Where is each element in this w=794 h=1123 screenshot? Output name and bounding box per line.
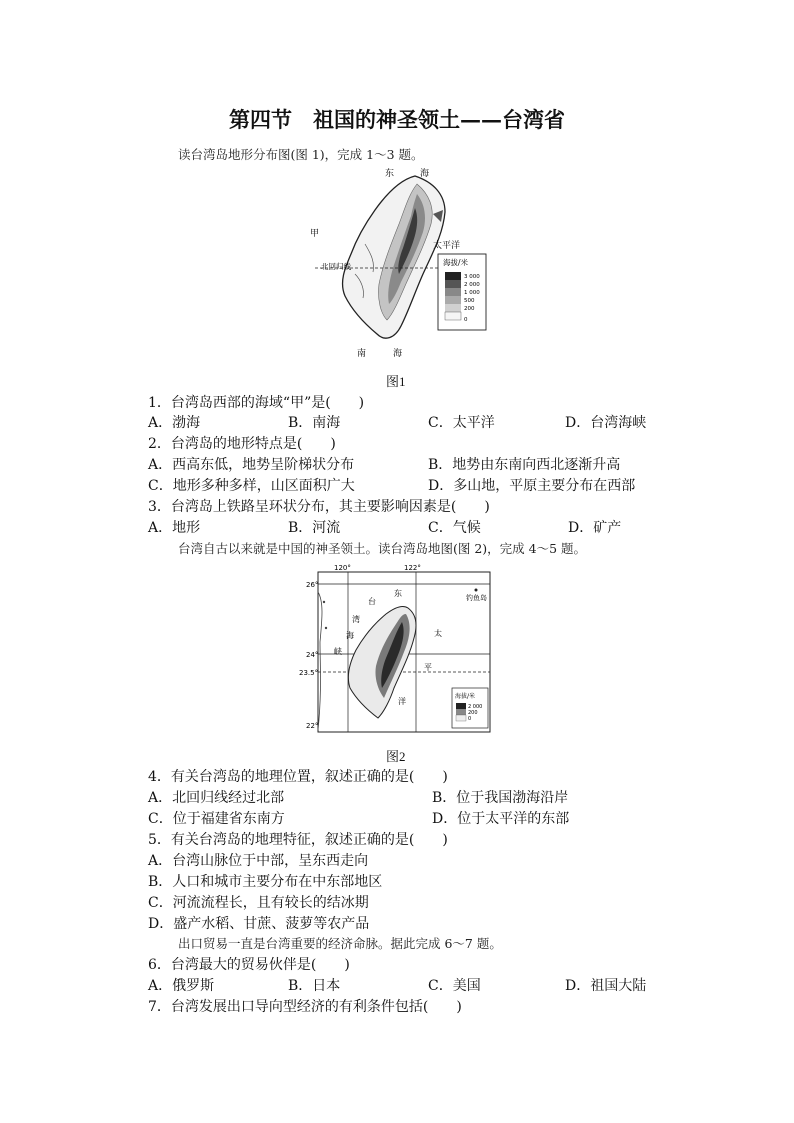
figure-1-caption: 图1 bbox=[386, 374, 406, 389]
label-jia: 甲 bbox=[310, 229, 320, 239]
q2-option-b: B．地势由东南向西北逐渐升高 bbox=[428, 457, 621, 473]
q6-option-c: C．美国 bbox=[428, 978, 481, 994]
question-5: 5．有关台湾岛的地理特征，叙述正确的是( ) bbox=[148, 832, 448, 848]
svg-text:500: 500 bbox=[464, 298, 475, 304]
label-pacific: 太平洋 bbox=[433, 241, 461, 251]
q3-option-a: A．地形 bbox=[148, 520, 201, 536]
label-hai: 海 bbox=[346, 631, 354, 640]
svg-text:1 000: 1 000 bbox=[464, 290, 480, 296]
question-1: 1．台湾岛西部的海域“甲”是( ) bbox=[148, 395, 365, 411]
label-dong: 东 bbox=[394, 589, 402, 598]
taiwan-terrain-map bbox=[305, 164, 495, 364]
figure-2-caption: 图2 bbox=[386, 749, 406, 764]
q5-option-c: C．河流流程长，且有较长的结冰期 bbox=[148, 895, 369, 911]
q6-option-b: B．日本 bbox=[288, 978, 341, 994]
q2-option-a: A．西高东低，地势呈阶梯状分布 bbox=[148, 457, 355, 473]
q6-option-d: D．祖国大陆 bbox=[565, 978, 647, 994]
q4-option-c: C．位于福建省东南方 bbox=[148, 811, 285, 827]
q4-option-a: A．北回归线经过北部 bbox=[148, 790, 285, 806]
label-xia: 峡 bbox=[334, 647, 342, 656]
q3-option-b: B．河流 bbox=[288, 520, 341, 536]
label-yang: 洋 bbox=[398, 697, 406, 706]
page-title: 第四节 祖国的神圣领土——台湾省 bbox=[229, 107, 565, 132]
label-tai2: 太 bbox=[434, 629, 442, 638]
q6-option-a: A．俄罗斯 bbox=[148, 978, 215, 994]
label-east-sea-1: 东 bbox=[385, 169, 395, 179]
q5-option-a: A．台湾山脉位于中部，呈东西走向 bbox=[148, 853, 369, 869]
legend-2-title: 海拔/米 bbox=[455, 693, 476, 700]
q1-option-b: B．南海 bbox=[288, 415, 341, 431]
svg-text:3 000: 3 000 bbox=[464, 274, 480, 280]
intro-3: 出口贸易一直是台湾重要的经济命脉。据此完成 6～7 题。 bbox=[178, 936, 502, 951]
label-tropic: 北回归线 bbox=[321, 262, 351, 271]
island-outline-1 bbox=[343, 176, 445, 338]
intro-2: 台湾自古以来就是中国的神圣领土。读台湾岛地图(图 2)，完成 4～5 题。 bbox=[178, 541, 587, 556]
q4-option-d: D．位于太平洋的东部 bbox=[432, 811, 570, 827]
q1-option-c: C．太平洋 bbox=[428, 415, 495, 431]
q5-option-b: B．人口和城市主要分布在中东部地区 bbox=[148, 874, 383, 890]
lat-label-23-5: 23.5° bbox=[299, 669, 319, 677]
legend-1-title: 海拔/米 bbox=[443, 258, 469, 267]
label-tai: 台 bbox=[368, 597, 376, 606]
svg-text:200: 200 bbox=[464, 306, 475, 312]
lat-label-24: 24° bbox=[306, 651, 319, 659]
svg-text:2 000: 2 000 bbox=[468, 704, 483, 710]
legend-1 bbox=[438, 254, 486, 330]
q3-option-d: D．矿产 bbox=[568, 520, 622, 536]
lat-label-22: 22° bbox=[306, 722, 319, 730]
lon-label-120: 120° bbox=[334, 564, 351, 572]
svg-text:0: 0 bbox=[468, 716, 472, 722]
intro-1: 读台湾岛地形分布图(图 1)，完成 1～3 题。 bbox=[178, 147, 424, 162]
question-7: 7．台湾发展出口导向型经济的有利条件包括( ) bbox=[148, 999, 462, 1015]
label-ping: 平 bbox=[424, 663, 432, 672]
q2-option-c: C．地形多种多样，山区面积广大 bbox=[148, 478, 355, 494]
svg-text:200: 200 bbox=[468, 710, 478, 716]
q4-option-b: B．位于我国渤海沿岸 bbox=[432, 790, 569, 806]
question-6: 6．台湾最大的贸易伙伴是( ) bbox=[148, 957, 350, 973]
q1-option-d: D．台湾海峡 bbox=[565, 415, 647, 431]
label-wan: 湾 bbox=[352, 615, 360, 624]
q1-option-a: A．渤海 bbox=[148, 415, 201, 431]
label-south-sea-1: 南 bbox=[357, 349, 367, 359]
question-2: 2．台湾岛的地形特点是( ) bbox=[148, 436, 336, 452]
label-diaoyu: 钓鱼岛 bbox=[466, 594, 487, 602]
lon-label-122: 122° bbox=[404, 564, 421, 572]
question-3: 3．台湾岛上铁路呈环状分布，其主要影响因素是( ) bbox=[148, 499, 490, 515]
svg-text:0: 0 bbox=[464, 317, 468, 323]
taiwan-location-map bbox=[298, 562, 494, 734]
label-east-sea-2: 海 bbox=[420, 169, 430, 179]
label-south-sea-2: 海 bbox=[393, 349, 403, 359]
q3-option-c: C．气候 bbox=[428, 520, 481, 536]
q5-option-d: D．盛产水稻、甘蔗、菠萝等农产品 bbox=[148, 916, 370, 932]
svg-text:2 000: 2 000 bbox=[464, 282, 480, 288]
lat-label-26: 26° bbox=[306, 581, 319, 589]
legend-2 bbox=[452, 688, 488, 728]
q2-option-d: D．多山地，平原主要分布在西部 bbox=[428, 478, 636, 494]
question-4: 4．有关台湾岛的地理位置，叙述正确的是( ) bbox=[148, 769, 448, 785]
